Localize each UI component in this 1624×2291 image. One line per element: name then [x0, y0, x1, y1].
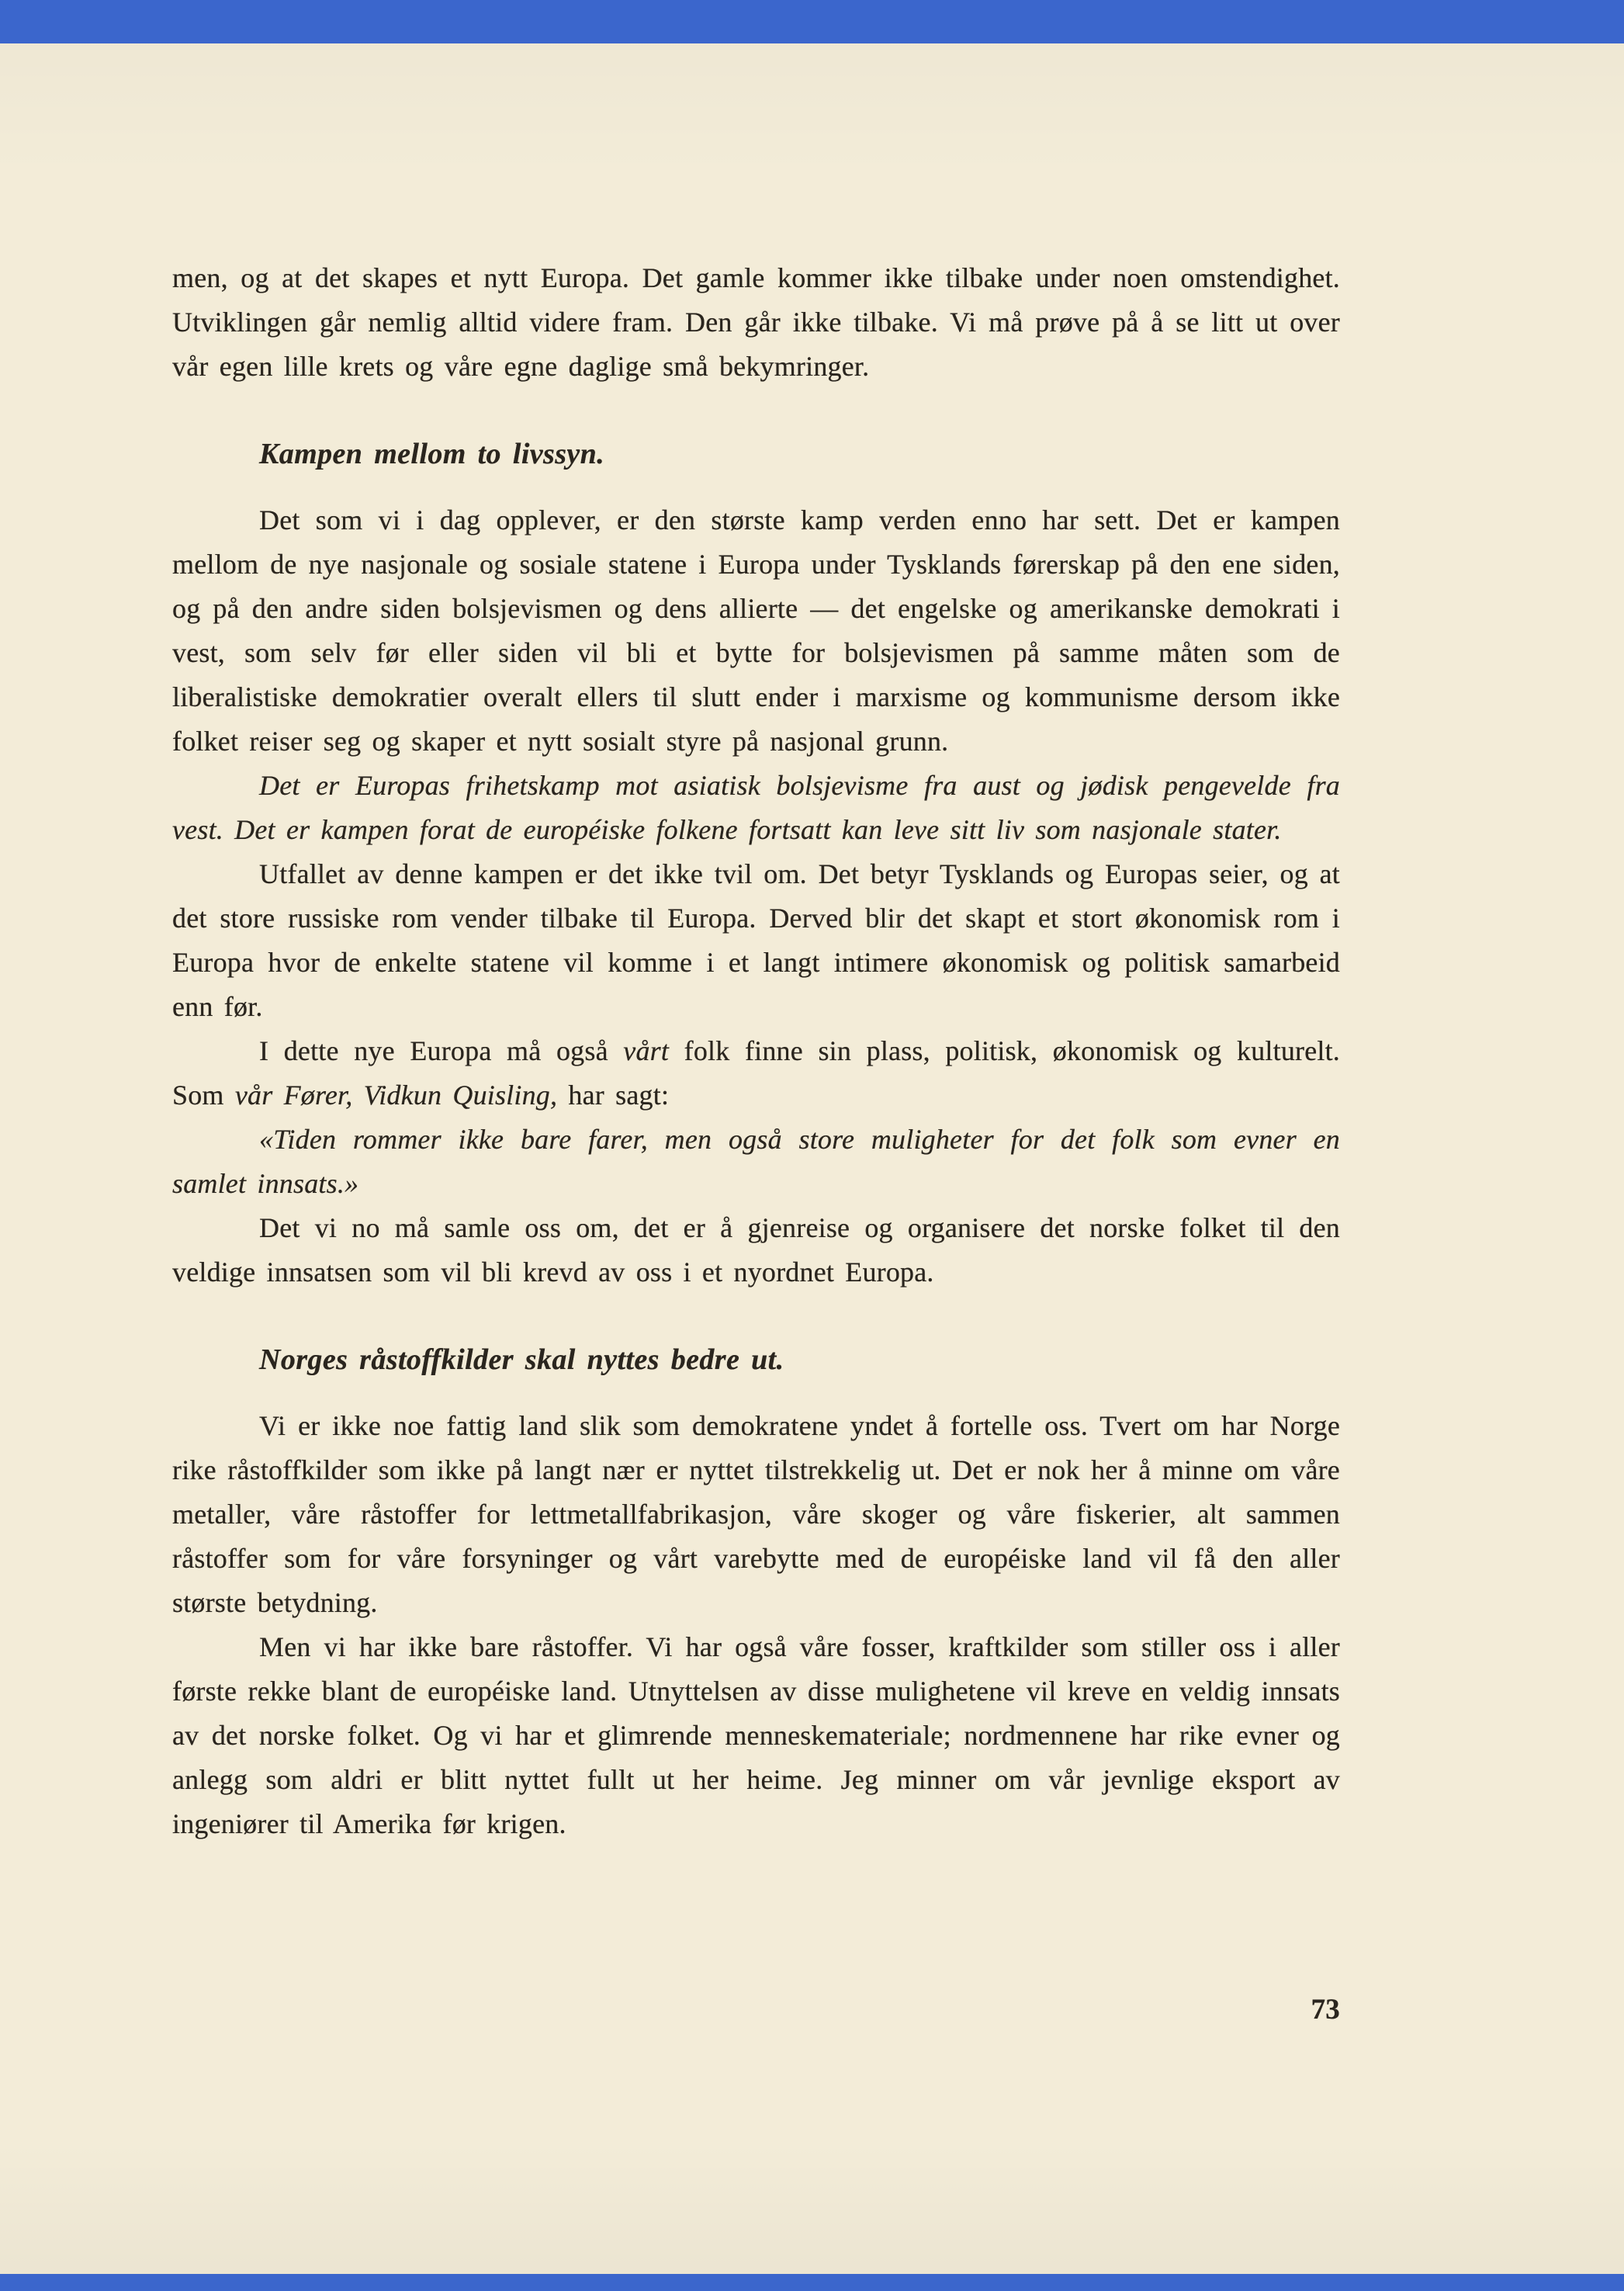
text-column	[172, 256, 1340, 2032]
paragraph	[172, 256, 1340, 389]
paragraph	[172, 1029, 1340, 1118]
text-run: Vi er ikke noe fattig land slik som demokratene yndet å fortelle oss. Tvert om har Norge rike råstoffkilder som ikke på langt nær er nyttet tilstrekkelig ut. Det er nok her å minne om våre metaller, våre råstoffer for lettmetallfabrikasjon, våre skoger og våre fiskerier, alt sammen råstoffer som for våre forsyninger og vårt varebytte med de européiske land vil få den aller største betydning.	[172, 1410, 1340, 1618]
book-page	[0, 43, 1624, 2274]
paragraph	[172, 1206, 1340, 1295]
italic-text-run: vårt	[623, 1035, 670, 1066]
text-run: Utfallet av denne kampen er det ikke tvil om. Det betyr Tysklands og Europas seier, og at det store russiske rom vender tilbake til Europa. Derved blir det skapt et stort økonomisk rom i Europa hvor de enkelte statene vil komme i et langt intimere økonomisk og politisk samarbeid enn før.	[172, 858, 1340, 1022]
paragraph	[172, 1118, 1340, 1206]
scan-background-bottom	[0, 2274, 1624, 2291]
page-number: 73	[1311, 1994, 1340, 2026]
section-heading	[172, 1338, 1340, 1382]
scan-background-top	[0, 0, 1624, 43]
paragraph	[172, 498, 1340, 764]
italic-text-run: «Tiden rommer ikke bare farer, men også store muligheter for det folk som evner en samlet innsats.»	[172, 1124, 1340, 1199]
page-text	[172, 256, 1340, 1846]
text-run: har sagt:	[557, 1080, 670, 1111]
text-run: Men vi har ikke bare råstoffer. Vi har også våre fosser, kraftkilder som stiller oss i aller første rekke blant de européiske land. Utnyttelsen av disse mulighetene vil kreve en veldig innsats av det norske folket. Og vi har et glimrende menneskemateriale; nordmennene har rike evner og anlegg som aldri er blitt nyttet fullt ut her heime. Jeg minner om vår jevnlige eksport av ingeniører til Amerika før krigen.	[172, 1631, 1340, 1839]
text-run: I dette nye Europa må også	[259, 1035, 624, 1066]
paragraph	[172, 1625, 1340, 1846]
italic-text-run: Norges råstoffkilder skal nyttes bedre ut.	[259, 1343, 784, 1376]
text-run: folk finne sin plass, politisk, økonomisk og kulturelt. Som	[172, 1035, 1340, 1111]
italic-text-run: Det er Europas frihetskamp mot asiatisk bolsjevisme fra aust og jødisk pengevelde fra vest. Det er kampen forat de européiske folkene fortsatt kan leve sitt liv som nasjonale stater.	[172, 770, 1340, 845]
text-run: Det vi no må samle oss om, det er å gjenreise og organisere det norske folket til den veldige innsatsen som vil bli krevd av oss i et nyordnet Europa.	[172, 1212, 1340, 1288]
paragraph	[172, 1404, 1340, 1625]
text-run: Det som vi i dag opplever, er den største kamp verden enno har sett. Det er kampen mellom de nye nasjonale og sosiale statene i Europa under Tysklands førerskap på den ene siden, og på den andre siden bolsjevismen og dens allierte — det engelske og amerikanske demokrati i vest, som selv før eller siden vil bli et bytte for bolsjevismen på samme måten som de liberalistiske demokratier overalt ellers til slutt ender i marxisme og kommunisme dersom ikke folket reiser seg og skaper et nytt sosialt styre på nasjonal grunn.	[172, 504, 1340, 757]
paragraph	[172, 764, 1340, 852]
text-run: men, og at det skapes et nytt Europa. Det gamle kommer ikke tilbake under noen omstendighet. Utviklingen går nemlig alltid videre fram. Den går ikke tilbake. Vi må prøve på å se litt ut over vår egen lille krets og våre egne daglige små bekymringer.	[172, 262, 1340, 382]
italic-text-run: Kampen mellom to livssyn.	[259, 438, 605, 470]
italic-text-run: vår Fører, Vidkun Quisling,	[234, 1080, 558, 1111]
paragraph	[172, 852, 1340, 1029]
section-heading	[172, 432, 1340, 477]
